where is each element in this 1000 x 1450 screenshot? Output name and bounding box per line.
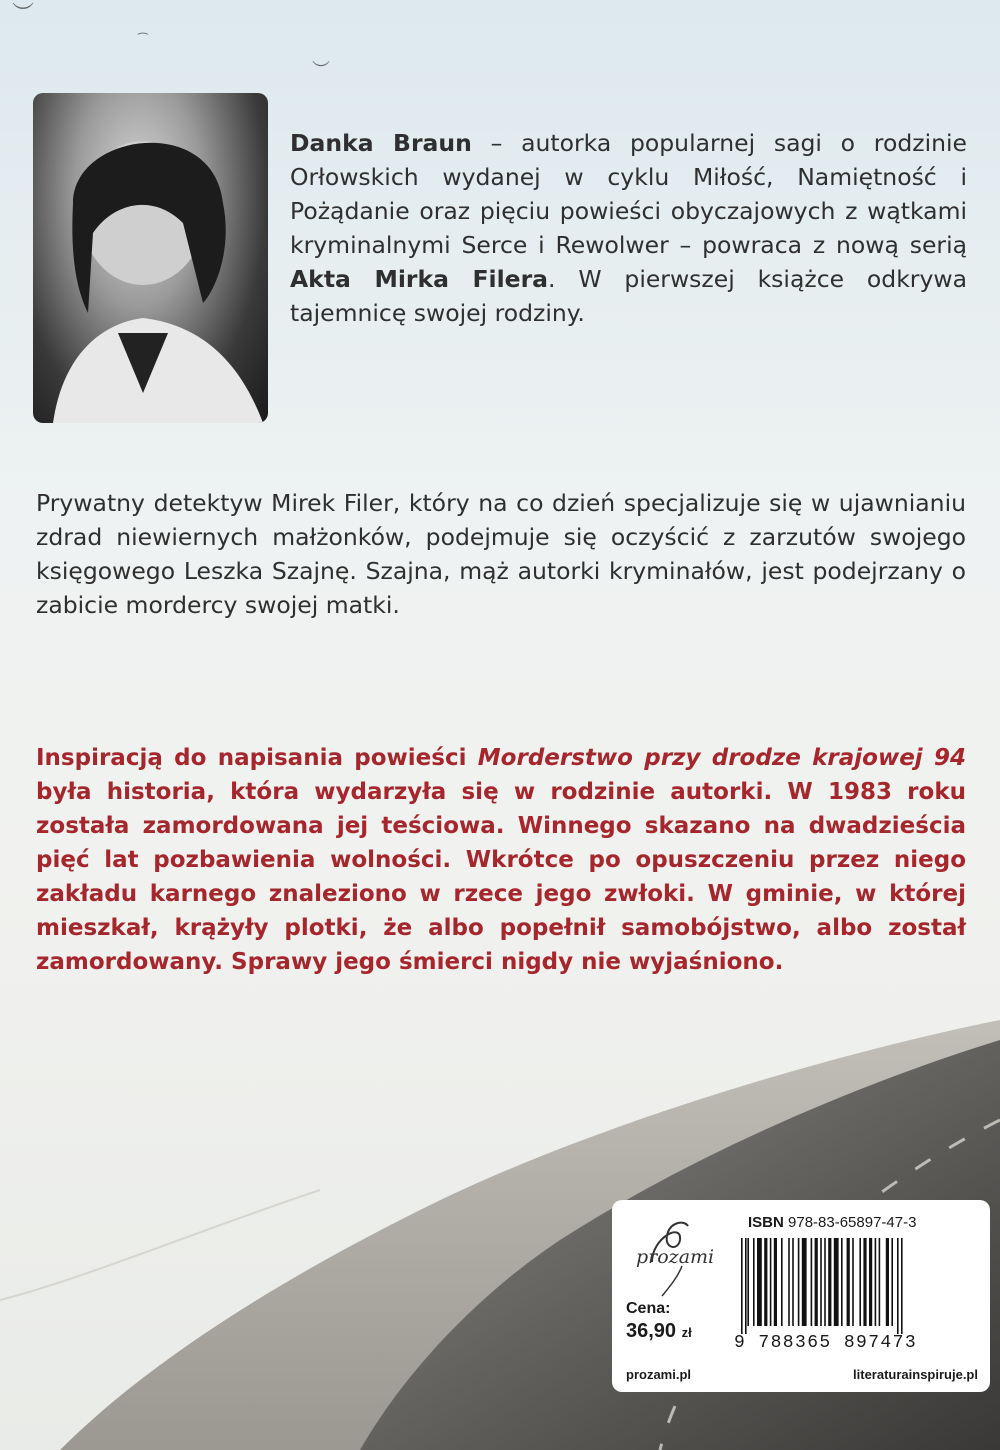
book-synopsis: Prywatny detektyw Mirek Filer, który na co dzień specjalizuje się w ujawnianiu zdrad niewiernych małżonków, podejmuje się oczyścić z zarzutów swojego księgowego Leszka Szajnę. Szajna, mąż autorki kryminałów, jest podejrzany o zabicie mordercy swojej matki.: [36, 489, 966, 619]
author-name: Danka Braun: [290, 129, 472, 157]
barcode-bar: [741, 1238, 743, 1334]
isbn-number: 978-83-65897-47-3: [788, 1214, 917, 1231]
barcode-bar: [788, 1238, 790, 1326]
barcode-bar: [770, 1238, 772, 1326]
barcode-bar: [859, 1238, 861, 1326]
barcode-panel: [612, 1200, 990, 1392]
author-portrait-icon: [33, 93, 268, 423]
barcode-bar: [781, 1238, 783, 1326]
isbn-label: ISBN: [748, 1214, 784, 1231]
barcode-bar: [802, 1238, 807, 1326]
isbn-line: [748, 1214, 916, 1231]
bird-icon: ︶: [12, 2, 35, 27]
barcode-bar: [891, 1238, 893, 1326]
barcode-bar: [815, 1238, 818, 1326]
series-title: Akta Mirka Filera: [290, 265, 549, 293]
barcode-bar: [852, 1238, 854, 1326]
barcode-bar: [901, 1238, 903, 1334]
book-title: Morderstwo przy drodze krajowej 94: [477, 745, 966, 771]
barcode-bar: [764, 1238, 767, 1326]
barcode-bar: [792, 1238, 794, 1326]
barcode-bar: [745, 1238, 747, 1334]
barcode-bar: [875, 1238, 877, 1326]
barcode-bar: [824, 1238, 826, 1326]
barcode-bar: [897, 1238, 899, 1334]
barcode-bar: [747, 1238, 749, 1326]
price-currency: zł: [681, 1325, 692, 1340]
barcode-bar: [841, 1238, 843, 1326]
price-label: Cena:: [626, 1300, 671, 1317]
price: [626, 1320, 692, 1343]
barcode-bar: [869, 1238, 872, 1326]
barcode-bar: [757, 1238, 762, 1326]
publisher-website: prozami.pl: [626, 1367, 692, 1382]
bio-text-part-1: – autorka popularnej sagi o rodzinie Orłowskich wydanej w cyklu Miłość, Namiętność i Pożądanie oraz pięciu powieści obyczajowych z wątkami kryminalnymi Serce i Rewolwer – powraca z nową serią: [290, 129, 967, 259]
barcode-bar: [863, 1238, 866, 1326]
barcode-bar: [753, 1238, 755, 1326]
bird-icon: ⁀: [138, 33, 148, 47]
barcode-bar: [774, 1238, 777, 1326]
price-amount: 36,90: [626, 1320, 677, 1342]
barcode-bar: [886, 1238, 889, 1326]
barcode-bar: [879, 1238, 881, 1326]
barcode-bar: [820, 1238, 822, 1326]
publisher-logo-text: prozami: [636, 1246, 715, 1268]
author-photo: [33, 93, 268, 423]
ean-number: 9 788365 897473: [734, 1333, 918, 1353]
barcode-icon: [737, 1238, 977, 1334]
inspiration-text-part-2: była historia, która wydarzyła się w rodzinie autorki. W 1983 roku została zamordowana jej teściowa. Winnego skazano na dwadzieścia pięć lat pozbawienia wolności. Wkrótce po opuszczeniu przez niego zakładu karnego znaleziono w rzece jego zwłoki. W gminie, w której mieszkał, krążyły plotki, że albo popełnił samobójstwo, albo został zamordowany. Sprawy jego śmierci nigdy nie wyjaśniono.: [36, 779, 966, 975]
barcode-bar: [834, 1238, 839, 1326]
bird-icon: ︶: [312, 60, 330, 81]
barcode-bar: [847, 1238, 850, 1326]
bio-text-part-2: . W pierwszej książce odkrywa tajemnicę swojej rodziny.: [290, 265, 967, 327]
barcode-bar: [811, 1238, 813, 1326]
campaign-website: literaturainspiruje.pl: [853, 1367, 978, 1382]
inspiration-text-part-1: Inspiracją do napisania powieści: [36, 745, 478, 771]
inspiration-paragraph: [36, 741, 966, 979]
barcode-bar: [828, 1238, 831, 1326]
author-bio: [290, 126, 967, 330]
barcode-bar: [798, 1238, 800, 1326]
